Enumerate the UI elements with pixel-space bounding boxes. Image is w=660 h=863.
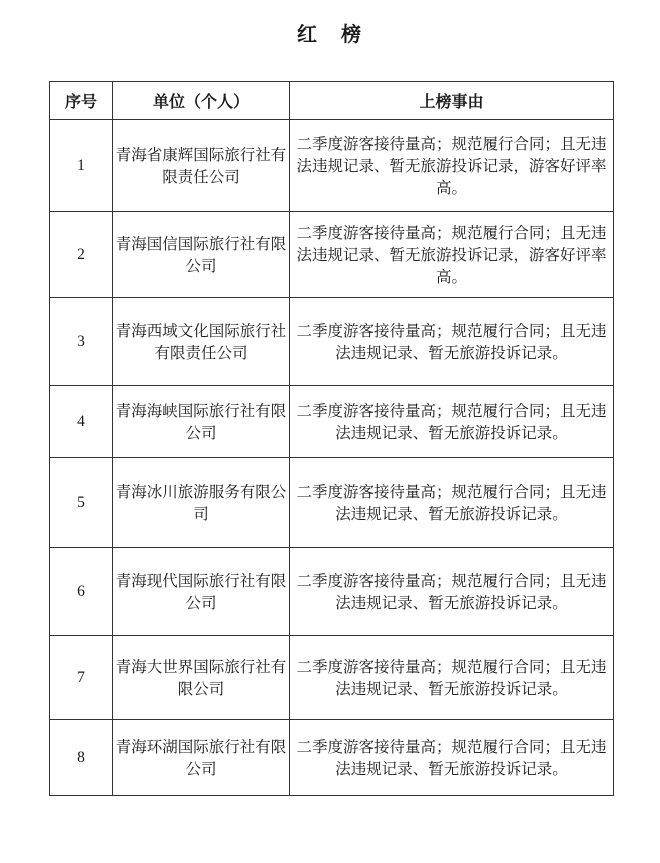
row-organization: 青海海峡国际旅行社有限公司 (113, 386, 290, 458)
row-reason: 二季度游客接待量高；规范履行合同；且无违法违规记录、暂无旅游投诉记录。 (290, 458, 614, 548)
row-index: 4 (50, 386, 113, 458)
row-index: 5 (50, 458, 113, 548)
row-organization: 青海西域文化国际旅行社有限责任公司 (113, 298, 290, 386)
row-organization: 青海国信国际旅行社有限公司 (113, 212, 290, 298)
row-reason: 二季度游客接待量高；规范履行合同；且无违法违规记录、暂无旅游投诉记录，游客好评率高。 (290, 120, 614, 212)
row-index: 6 (50, 548, 113, 636)
row-organization: 青海大世界国际旅行社有限公司 (113, 636, 290, 720)
table-row (50, 212, 614, 298)
table-row (50, 458, 614, 548)
row-index: 1 (50, 120, 113, 212)
table-header-row (50, 82, 614, 120)
row-reason: 二季度游客接待量高；规范履行合同；且无违法违规记录、暂无旅游投诉记录。 (290, 720, 614, 796)
table-row (50, 298, 614, 386)
header-reason: 上榜事由 (290, 82, 614, 120)
row-index: 8 (50, 720, 113, 796)
row-index: 3 (50, 298, 113, 386)
row-reason: 二季度游客接待量高；规范履行合同；且无违法违规记录、暂无旅游投诉记录。 (290, 298, 614, 386)
row-organization: 青海环湖国际旅行社有限公司 (113, 720, 290, 796)
page-title: 红 榜 (297, 22, 363, 46)
row-reason: 二季度游客接待量高；规范履行合同；且无违法违规记录、暂无旅游投诉记录。 (290, 636, 614, 720)
table-row (50, 120, 614, 212)
table-row (50, 636, 614, 720)
row-index: 7 (50, 636, 113, 720)
row-reason: 二季度游客接待量高；规范履行合同；且无违法违规记录、暂无旅游投诉记录，游客好评率高。 (290, 212, 614, 298)
row-reason: 二季度游客接待量高；规范履行合同；且无违法违规记录、暂无旅游投诉记录。 (290, 386, 614, 458)
red-list-table (49, 81, 614, 796)
header-organization: 单位（个人） (113, 82, 290, 120)
table-row (50, 720, 614, 796)
row-organization: 青海冰川旅游服务有限公司 (113, 458, 290, 548)
table-row (50, 548, 614, 636)
row-index: 2 (50, 212, 113, 298)
table-row (50, 386, 614, 458)
row-organization: 青海省康辉国际旅行社有限责任公司 (113, 120, 290, 212)
row-organization: 青海现代国际旅行社有限公司 (113, 548, 290, 636)
header-index: 序号 (50, 82, 113, 120)
row-reason: 二季度游客接待量高；规范履行合同；且无违法违规记录、暂无旅游投诉记录。 (290, 548, 614, 636)
